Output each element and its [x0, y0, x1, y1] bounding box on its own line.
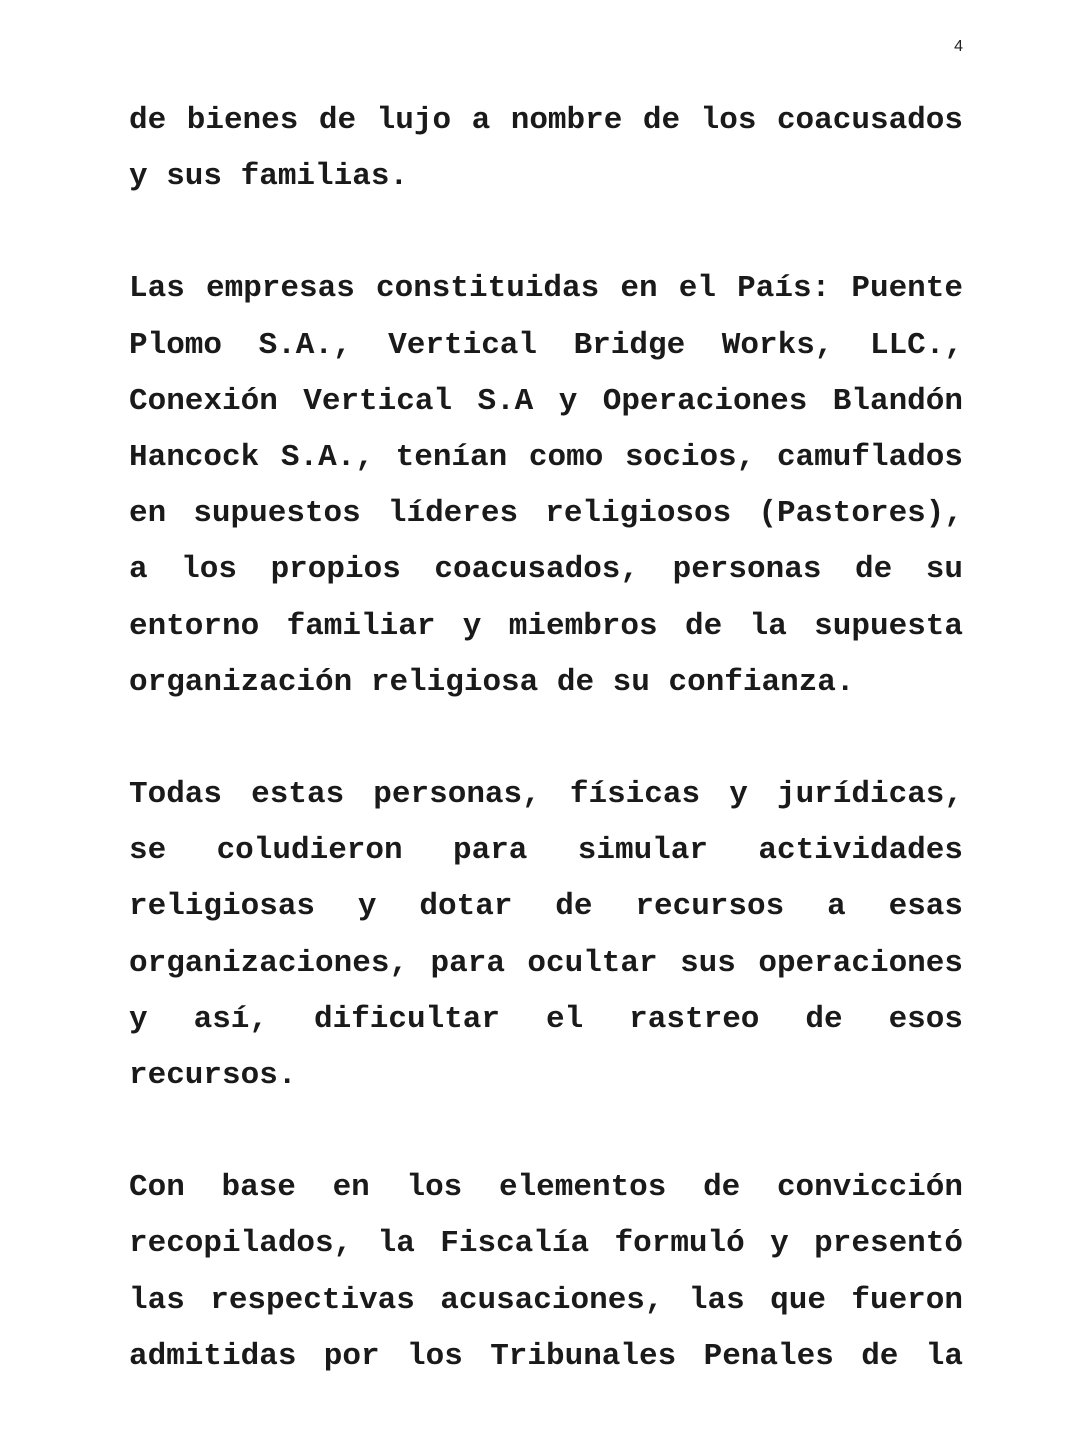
document-body	[129, 93, 963, 1441]
paragraph-3: Todas estas personas, físicas y jurídicas, se coludieron para simular actividades religiosas y dotar de recursos a esas organizaciones, para ocultar sus operaciones y así, dificultar el rastreo de esos recursos.	[129, 777, 963, 1094]
paragraph-1: de bienes de lujo a nombre de los coacusados y sus familias.	[129, 103, 963, 195]
paragraph-4: Con base en los elementos de convicción recopilados, la Fiscalía formuló y presentó las respectivas acusaciones, las que fueron admitidas por los Tribunales Penales de la	[129, 1170, 963, 1374]
paragraph-2: Las empresas constituidas en el País: Puente Plomo S.A., Vertical Bridge Works, LLC., Conexión Vertical S.A y Operaciones Blandón Hancock S.A., tenían como socios, camuflados en supuestos líderes religiosos (Pastores), a los propios coacusados, personas de su entorno familiar y miembros de la supuesta organización religiosa de su confianza.	[129, 271, 963, 700]
page-number: 4	[954, 38, 963, 55]
